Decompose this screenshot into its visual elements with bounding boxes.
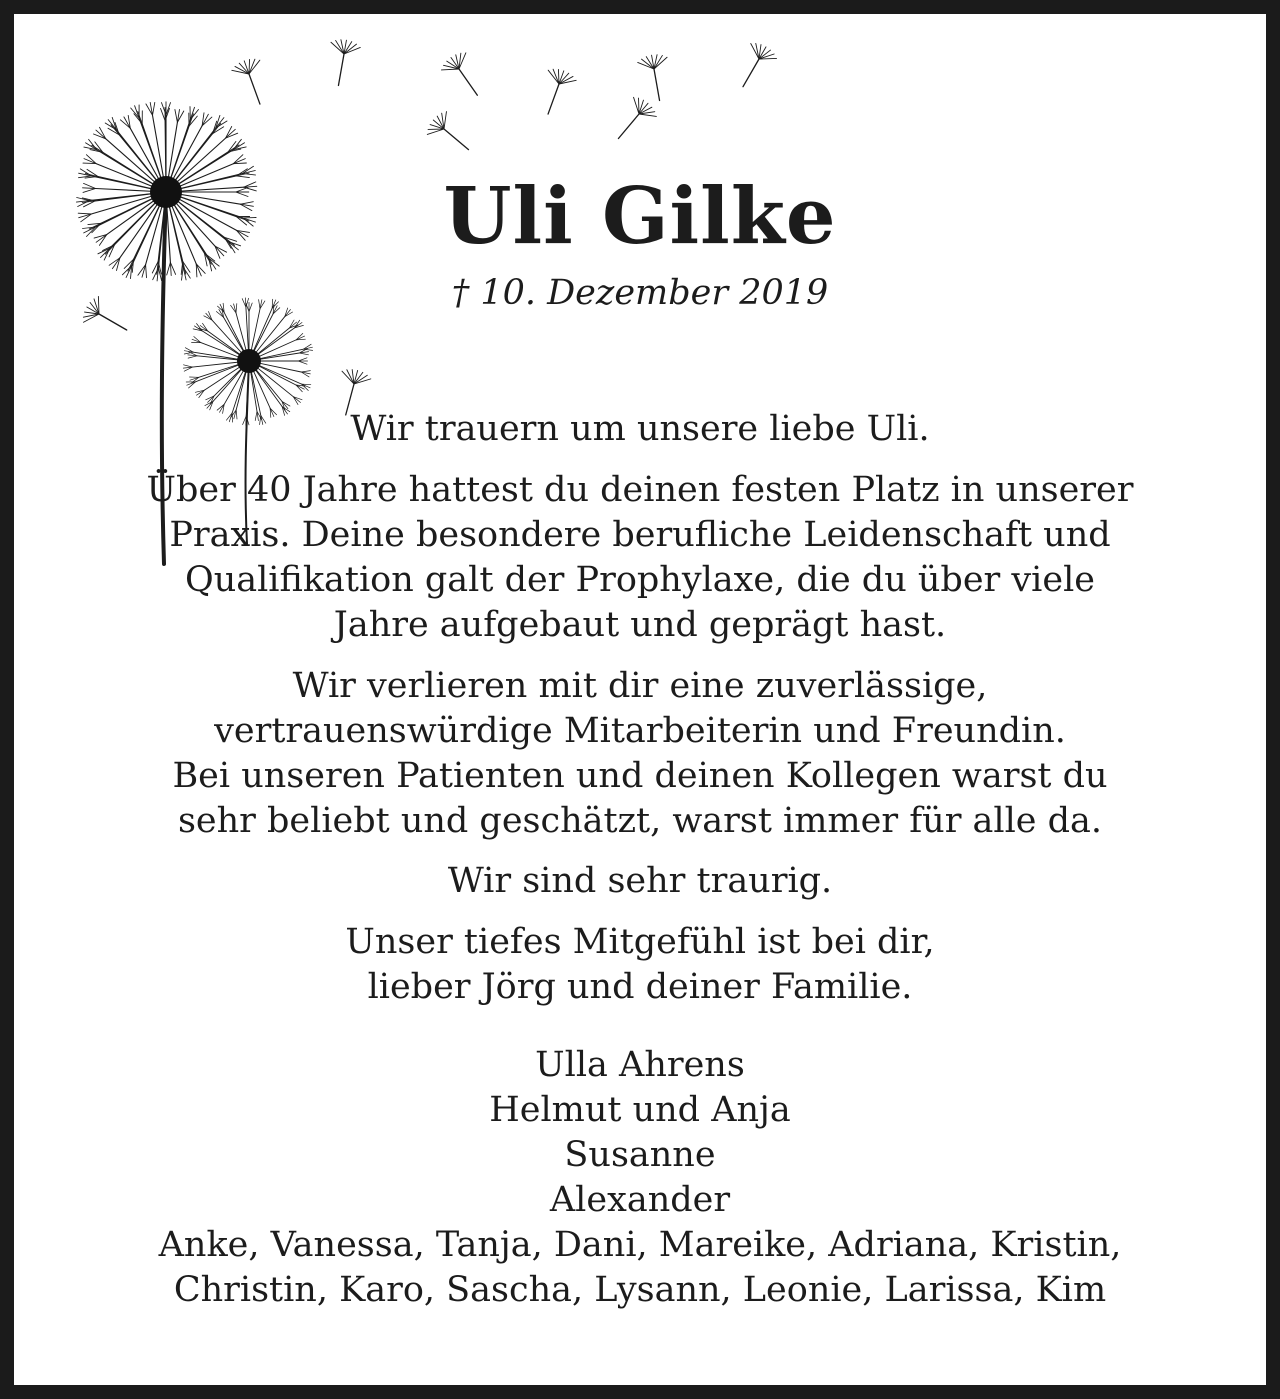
text-line: lieber Jörg und deiner Familie.: [367, 967, 913, 1007]
signature-line: Helmut und Anja: [489, 1090, 791, 1130]
signature-line: Anke, Vanessa, Tanja, Dani, Mareike, Adriana, Kristin,: [158, 1225, 1122, 1265]
paragraph-2: [14, 468, 1266, 648]
text-line: Jahre aufgebaut und geprägt hast.: [333, 605, 947, 645]
text-line: Wir verlieren mit dir eine zuverlässige,: [292, 666, 988, 706]
obituary-card: [14, 14, 1266, 1385]
text-line: Bei unseren Patienten und deinen Kollegen warst du: [172, 756, 1108, 796]
signature-line: Ulla Ahrens: [535, 1045, 745, 1085]
text-line: Wir trauern um unsere liebe Uli.: [350, 409, 930, 449]
paragraph-1: [14, 407, 1266, 452]
text-line: Praxis. Deine besondere berufliche Leidenschaft und: [169, 515, 1111, 555]
deceased-name: Uli Gilke: [443, 171, 837, 262]
paragraph-3: [14, 664, 1266, 844]
text-line: Qualifikation galt der Prophylaxe, die du über viele: [185, 560, 1095, 600]
text-line: sehr beliebt und geschätzt, warst immer für alle da.: [177, 801, 1103, 841]
signature-line: Susanne: [564, 1135, 716, 1175]
text-line: Unser tiefes Mitgefühl ist bei dir,: [345, 922, 935, 962]
text-line: vertrauenswürdige Mitarbeiterin und Freundin.: [214, 711, 1066, 751]
paragraph-4: [14, 859, 1266, 904]
paragraph-5: [14, 920, 1266, 1010]
text-line: Wir sind sehr traurig.: [447, 861, 833, 901]
death-date: † 10. Dezember 2019: [451, 273, 829, 313]
signatures: [14, 1043, 1266, 1313]
signature-line: Christin, Karo, Sascha, Lysann, Leonie, Larissa, Kim: [173, 1270, 1107, 1310]
text-line: Über 40 Jahre hattest du deinen festen Platz in unserer: [146, 470, 1134, 510]
signature-line: Alexander: [549, 1180, 731, 1220]
